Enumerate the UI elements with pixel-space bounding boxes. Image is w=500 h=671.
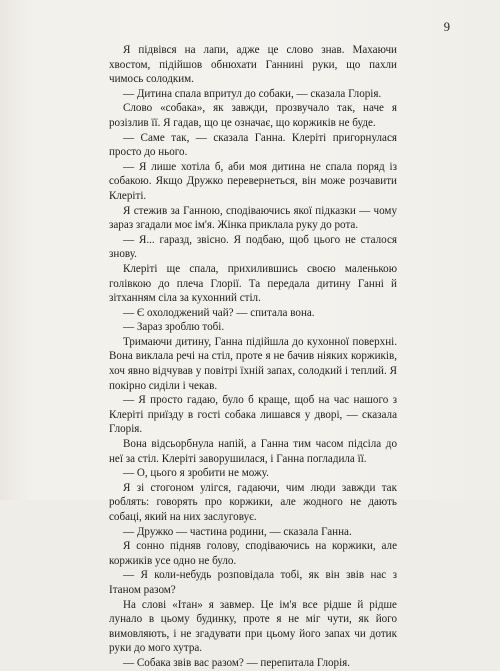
paragraph: Я сонно підняв голову, сподіваючись на коржики, але коржиків усе одно не було. (109, 540, 397, 567)
paragraph: — Я просто гадаю, було б краще, щоб на час нашого з Клеріті приїзду в гості собака лишався у дворі, — сказала Глорія. (109, 394, 397, 436)
paragraph: — Я... гаразд, звісно. Я подбаю, щоб цього не сталося знову. (109, 233, 397, 261)
paragraph: Я стежив за Ганною, сподіваючись якої підказки — чому зараз згадали моє ім'я. Жінка приклала руку до рота. (109, 204, 397, 232)
paragraph: Я зі стогоном улігся, гадаючи, чим люди завжди так роблять: говорять про коржики, але жодного не дають собаці, який на них заслуговує. (109, 481, 397, 523)
paragraph: Слово «собака», як завжди, прозвучало так, наче я розізлив її. Я гадав, що це означає, що коржиків не буде. (109, 102, 397, 129)
paragraph: — Я коли-небудь розповідала тобі, як він звів нас з Ітаном разом? (109, 569, 397, 596)
paragraph: Клеріті ще спала, прихилившись своєю маленькою голівкою до плеча Глорії. Та передала дитину Ганні й зітханням сіла за кухонний стіл. (109, 262, 397, 305)
paragraph: — Зараз зроблю тобі. (123, 321, 225, 334)
paragraph: — Дружко — частина родини, — сказала Ганна. (123, 525, 352, 538)
paragraph: — Є охолоджений чай? — спитала вона. (123, 306, 315, 319)
page-number: 9 (443, 20, 450, 34)
paragraph: — О, цього я зробити не можу. (123, 467, 269, 480)
paragraph: — Дитина спала впритул до собаки, — сказала Глорія. (123, 87, 382, 100)
paragraph: — Саме так, — сказала Ганна. Клеріті пригорнулася просто до нього. (109, 131, 397, 159)
paragraph: — Я лише хотіла б, аби моя дитина не спала поряд із собакою. Якщо Дружко перевернеться, він може розчавити Клеріті. (109, 160, 397, 202)
paragraph: На слові «Ітан» я завмер. Це ім'я все рідше й рідше лунало в цьому будинку, проте я не міг чути, як його вимовляють, і не згадувати при цьому його запах чи дотик руки до мого хутра. (109, 598, 397, 655)
paragraph: — Собака звів вас разом? — перепитала Глорія. (123, 656, 351, 669)
body-text (109, 43, 397, 671)
paragraph: Тримаючи дитину, Ганна підійшла до кухонної поверхні. Вона виклала речі на стіл, проте я не бачив ніяких коржиків, хоч явно відчував у повітрі їхній запах, солодкий і теплий. Я покірно сиділи і чекав. (109, 335, 397, 392)
paragraph: Я підвівся на лапи, адже це слово знав. Махаючи хвостом, підійшов обнюхати Ганнині руки, що пахли чимось солодким. (109, 44, 397, 86)
paragraph: Вона відсьорбнула напій, а Ганна тим часом підсіла до неї за стіл. Клеріті заворушилася, і Ганна погладила її. (109, 438, 397, 465)
